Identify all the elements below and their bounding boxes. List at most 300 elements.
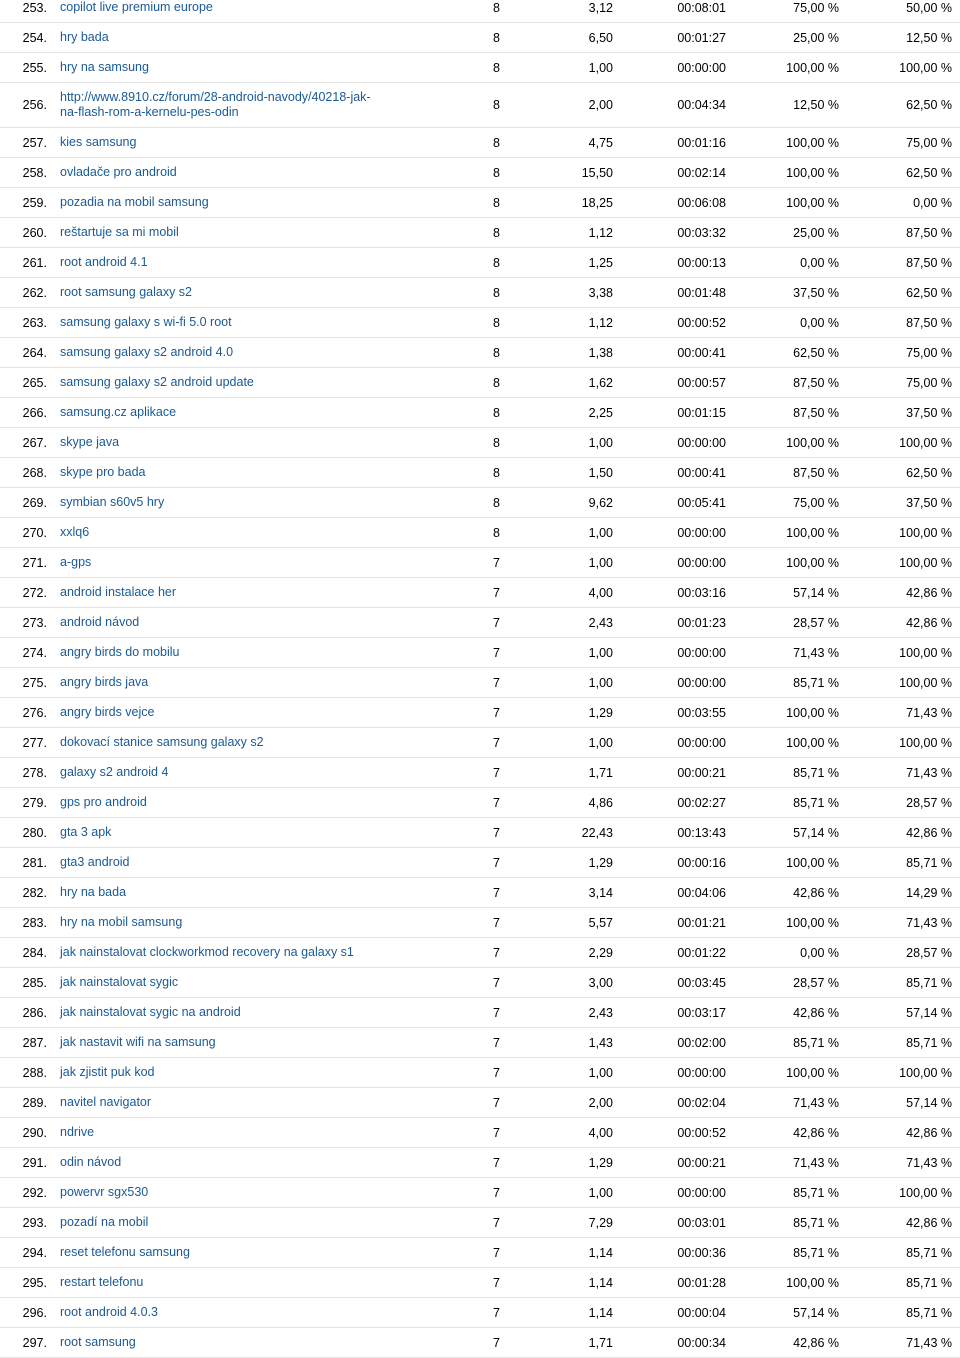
keyword-link-text[interactable]: angry birds do mobilu [60, 645, 180, 659]
keyword-link-text[interactable]: kies samsung [60, 135, 137, 149]
new-visits-cell-text: 87,50 % [793, 375, 839, 390]
pages-per-visit-cell [540, 1268, 613, 1297]
avg-duration-cell-text: 00:00:16 [677, 855, 726, 870]
keyword-link[interactable] [60, 188, 380, 217]
new-visits-cell-text: 75,00 % [793, 495, 839, 510]
bounce-rate-cell-text: 75,00 % [906, 375, 952, 390]
keyword-link-text[interactable]: odin návod [60, 1155, 122, 1169]
bounce-rate-cell-text: 62,50 % [906, 165, 952, 180]
keyword-link-text[interactable]: skype pro bada [60, 465, 146, 479]
pages-per-visit-cell [540, 83, 613, 127]
avg-duration-cell-text: 00:01:15 [677, 405, 726, 420]
table-row [0, 1058, 960, 1088]
keyword-link[interactable] [60, 788, 380, 817]
keyword-link-text[interactable]: xxlq6 [60, 525, 90, 539]
table-row [0, 548, 960, 578]
keyword-link-text[interactable]: hry bada [60, 30, 109, 44]
keyword-link[interactable] [60, 548, 380, 577]
visits-cell [480, 398, 500, 427]
keyword-link-text[interactable]: jak nainstalovat clockworkmod recovery na galaxy s1 [60, 945, 354, 959]
row-number [0, 1088, 47, 1117]
pages-per-visit-cell [540, 53, 613, 82]
keyword-link[interactable] [60, 1178, 380, 1207]
new-visits-cell [760, 1148, 839, 1177]
new-visits-cell [760, 23, 839, 52]
avg-duration-cell-text: 00:00:00 [677, 1185, 726, 1200]
new-visits-cell-text: 42,86 % [793, 1335, 839, 1350]
avg-duration-cell [650, 548, 726, 577]
avg-duration-cell [650, 308, 726, 337]
keyword-link-text[interactable]: hry na bada [60, 885, 127, 899]
pages-per-visit-cell-text: 4,75 [588, 135, 613, 150]
row-number-text: 263. [22, 315, 47, 330]
keyword-link-text[interactable]: angry birds vejce [60, 705, 155, 719]
new-visits-cell-text: 37,50 % [793, 285, 839, 300]
row-number [0, 1118, 47, 1147]
row-number-text: 273. [22, 615, 47, 630]
pages-per-visit-cell [540, 1088, 613, 1117]
keyword-link-text[interactable]: root android 4.1 [60, 255, 148, 269]
visits-cell-text: 8 [493, 525, 500, 540]
pages-per-visit-cell-text: 1,25 [588, 255, 613, 270]
keyword-link[interactable] [60, 308, 380, 337]
visits-cell [480, 488, 500, 517]
bounce-rate-cell-text: 71,43 % [906, 765, 952, 780]
table-row [0, 83, 960, 128]
pages-per-visit-cell-text: 4,00 [588, 585, 613, 600]
visits-cell [480, 788, 500, 817]
pages-per-visit-cell-text: 1,00 [588, 1065, 613, 1080]
avg-duration-cell-text: 00:04:34 [677, 98, 726, 112]
new-visits-cell [760, 668, 839, 697]
keyword-link-text[interactable]: dokovací stanice samsung galaxy s2 [60, 735, 264, 749]
pages-per-visit-cell-text: 1,12 [588, 315, 613, 330]
row-number-text: 276. [22, 705, 47, 720]
avg-duration-cell [650, 1118, 726, 1147]
pages-per-visit-cell [540, 608, 613, 637]
keyword-link[interactable] [60, 668, 380, 697]
new-visits-cell [760, 758, 839, 787]
new-visits-cell [760, 248, 839, 277]
table-row [0, 188, 960, 218]
row-number [0, 158, 47, 187]
new-visits-cell-text: 28,57 % [793, 975, 839, 990]
keyword-link[interactable] [60, 1268, 380, 1297]
visits-cell [480, 128, 500, 157]
keyword-link[interactable] [60, 1238, 380, 1267]
bounce-rate-cell [870, 128, 952, 157]
row-number-text: 258. [22, 165, 47, 180]
visits-cell-text: 8 [493, 435, 500, 450]
visits-cell-text: 7 [493, 1095, 500, 1110]
new-visits-cell [760, 158, 839, 187]
new-visits-cell-text: 25,00 % [793, 30, 839, 45]
keyword-link-text[interactable]: jak zjistit puk kod [60, 1065, 155, 1079]
new-visits-cell-text: 85,71 % [793, 1215, 839, 1230]
keyword-link-text[interactable]: pozadí na mobil [60, 1215, 149, 1229]
bounce-rate-cell-text: 85,71 % [906, 1275, 952, 1290]
avg-duration-cell [650, 428, 726, 457]
keyword-link-text[interactable]: ndrive [60, 1125, 95, 1139]
visits-cell-text: 7 [493, 945, 500, 960]
table-row [0, 368, 960, 398]
row-number [0, 488, 47, 517]
avg-duration-cell-text: 00:03:32 [677, 225, 726, 240]
table-row [0, 53, 960, 83]
row-number [0, 1328, 47, 1357]
row-number-text: 295. [22, 1275, 47, 1290]
new-visits-cell [760, 0, 839, 22]
new-visits-cell-text: 100,00 % [786, 165, 839, 180]
row-number [0, 0, 47, 22]
bounce-rate-cell-text: 37,50 % [906, 405, 952, 420]
new-visits-cell [760, 308, 839, 337]
bounce-rate-cell-text: 87,50 % [906, 255, 952, 270]
row-number-text: 260. [22, 225, 47, 240]
bounce-rate-cell [870, 428, 952, 457]
new-visits-cell-text: 71,43 % [793, 1095, 839, 1110]
table-row [0, 818, 960, 848]
keyword-link[interactable] [60, 278, 380, 307]
bounce-rate-cell [870, 1148, 952, 1177]
avg-duration-cell-text: 00:01:48 [677, 285, 726, 300]
bounce-rate-cell [870, 398, 952, 427]
pages-per-visit-cell [540, 968, 613, 997]
keyword-link-text[interactable]: samsung.cz aplikace [60, 405, 177, 419]
pages-per-visit-cell [540, 338, 613, 367]
new-visits-cell [760, 1118, 839, 1147]
row-number-text: 256. [22, 98, 47, 112]
avg-duration-cell [650, 23, 726, 52]
bounce-rate-cell-text: 37,50 % [906, 495, 952, 510]
keyword-link[interactable] [60, 968, 380, 997]
keyword-link[interactable] [60, 368, 380, 397]
pages-per-visit-cell-text: 4,00 [588, 1125, 613, 1140]
bounce-rate-cell [870, 848, 952, 877]
keyword-link[interactable] [60, 1028, 380, 1057]
keyword-link[interactable] [60, 848, 380, 877]
row-number-text: 261. [22, 255, 47, 270]
table-row [0, 128, 960, 158]
keyword-link-text[interactable]: jak nainstalovat sygic [60, 975, 179, 989]
keyword-link[interactable] [60, 53, 380, 82]
keyword-link[interactable] [60, 0, 380, 22]
bounce-rate-cell-text: 0,00 % [913, 195, 952, 210]
table-row [0, 908, 960, 938]
keyword-link-text[interactable]: android instalace her [60, 585, 177, 599]
avg-duration-cell [650, 83, 726, 127]
visits-cell [480, 1028, 500, 1057]
avg-duration-cell [650, 218, 726, 247]
keyword-link[interactable] [60, 578, 380, 607]
row-number [0, 368, 47, 397]
avg-duration-cell [650, 1238, 726, 1267]
pages-per-visit-cell [540, 698, 613, 727]
bounce-rate-cell-text: 71,43 % [906, 1155, 952, 1170]
keyword-link[interactable] [60, 1058, 380, 1087]
visits-cell [480, 968, 500, 997]
keyword-link[interactable] [60, 23, 380, 52]
keyword-link-text[interactable]: angry birds java [60, 675, 149, 689]
pages-per-visit-cell [540, 1178, 613, 1207]
new-visits-cell-text: 85,71 % [793, 795, 839, 810]
pages-per-visit-cell-text: 2,29 [588, 945, 613, 960]
keyword-link[interactable] [60, 488, 380, 517]
keyword-link[interactable] [60, 158, 380, 187]
new-visits-cell [760, 818, 839, 847]
pages-per-visit-cell [540, 518, 613, 547]
keyword-link-text[interactable]: root android 4.0.3 [60, 1305, 158, 1319]
avg-duration-cell [650, 518, 726, 547]
pages-per-visit-cell-text: 1,00 [588, 735, 613, 750]
row-number-text: 285. [22, 975, 47, 990]
keyword-link[interactable] [60, 518, 380, 547]
bounce-rate-cell-text: 50,00 % [906, 0, 952, 15]
pages-per-visit-cell-text: 1,00 [588, 555, 613, 570]
bounce-rate-cell-text: 62,50 % [906, 285, 952, 300]
visits-cell [480, 458, 500, 487]
keyword-link[interactable] [60, 818, 380, 847]
pages-per-visit-cell [540, 1298, 613, 1327]
row-number-text: 264. [22, 345, 47, 360]
visits-cell [480, 23, 500, 52]
pages-per-visit-cell [540, 278, 613, 307]
new-visits-cell-text: 85,71 % [793, 1245, 839, 1260]
visits-cell-text: 7 [493, 1275, 500, 1290]
visits-cell-text: 7 [493, 915, 500, 930]
keyword-link-text[interactable]: samsung galaxy s wi-fi 5.0 root [60, 315, 232, 329]
bounce-rate-cell [870, 788, 952, 817]
row-number [0, 1298, 47, 1327]
keyword-link-text[interactable]: samsung galaxy s2 android update [60, 375, 254, 389]
keyword-link-text[interactable]: hry na mobil samsung [60, 915, 183, 929]
visits-cell [480, 308, 500, 337]
keyword-link-text[interactable]: copilot live premium europe [60, 0, 213, 14]
pages-per-visit-cell-text: 18,25 [581, 195, 613, 210]
keyword-link[interactable] [60, 1208, 380, 1237]
row-number-text: 286. [22, 1005, 47, 1020]
keyword-link-text[interactable]: symbian s60v5 hry [60, 495, 165, 509]
avg-duration-cell [650, 998, 726, 1027]
bounce-rate-cell [870, 878, 952, 907]
keyword-link-text[interactable]: http://www.8910.cz/forum/28-android-navody/40218-jak-na-flash-rom-a-kernelu-pes-odin [60, 90, 371, 119]
visits-cell-text: 7 [493, 975, 500, 990]
visits-cell [480, 998, 500, 1027]
avg-duration-cell-text: 00:00:00 [677, 1065, 726, 1080]
bounce-rate-cell-text: 85,71 % [906, 855, 952, 870]
visits-cell-text: 7 [493, 555, 500, 570]
new-visits-cell-text: 57,14 % [793, 825, 839, 840]
pages-per-visit-cell-text: 2,00 [588, 1095, 613, 1110]
keyword-link[interactable] [60, 1298, 380, 1327]
pages-per-visit-cell [540, 1328, 613, 1357]
table-row [0, 1178, 960, 1208]
visits-cell-text: 7 [493, 855, 500, 870]
keyword-link-text[interactable]: a-gps [60, 555, 92, 569]
keyword-link[interactable] [60, 878, 380, 907]
keyword-link-text[interactable]: samsung galaxy s2 android 4.0 [60, 345, 234, 359]
keyword-link-text[interactable]: restart telefonu [60, 1275, 144, 1289]
new-visits-cell [760, 338, 839, 367]
bounce-rate-cell [870, 458, 952, 487]
keyword-link[interactable] [60, 758, 380, 787]
row-number [0, 1028, 47, 1057]
bounce-rate-cell [870, 1268, 952, 1297]
avg-duration-cell-text: 00:00:34 [677, 1335, 726, 1350]
row-number-text: 255. [22, 60, 47, 75]
avg-duration-cell-text: 00:00:00 [677, 60, 726, 75]
keyword-link-text[interactable]: gta3 android [60, 855, 130, 869]
keyword-link[interactable] [60, 458, 380, 487]
keyword-link[interactable] [60, 1148, 380, 1177]
keyword-link-text[interactable]: reštartuje sa mi mobil [60, 225, 179, 239]
keyword-link-text[interactable]: ovladače pro android [60, 165, 177, 179]
pages-per-visit-cell-text: 1,14 [588, 1245, 613, 1260]
row-number-text: 297. [22, 1335, 47, 1350]
avg-duration-cell [650, 1268, 726, 1297]
avg-duration-cell-text: 00:02:04 [677, 1095, 726, 1110]
visits-cell [480, 83, 500, 127]
keyword-link-text[interactable]: root samsung galaxy s2 [60, 285, 193, 299]
keyword-link-text[interactable]: galaxy s2 android 4 [60, 765, 169, 779]
visits-cell-text: 7 [493, 675, 500, 690]
keyword-link-text[interactable]: android návod [60, 615, 140, 629]
keyword-link[interactable] [60, 1088, 380, 1117]
table-row [0, 1088, 960, 1118]
keyword-link[interactable] [60, 338, 380, 367]
bounce-rate-cell [870, 188, 952, 217]
keyword-link-text[interactable]: gta 3 apk [60, 825, 112, 839]
pages-per-visit-cell-text: 1,29 [588, 1155, 613, 1170]
keyword-link[interactable] [60, 1118, 380, 1147]
new-visits-cell-text: 42,86 % [793, 1005, 839, 1020]
bounce-rate-cell [870, 1298, 952, 1327]
keyword-link[interactable] [60, 938, 380, 967]
keyword-link[interactable] [60, 248, 380, 277]
row-number-text: 292. [22, 1185, 47, 1200]
keyword-link-text[interactable]: root samsung [60, 1335, 136, 1349]
row-number-text: 262. [22, 285, 47, 300]
pages-per-visit-cell [540, 488, 613, 517]
new-visits-cell-text: 85,71 % [793, 1035, 839, 1050]
new-visits-cell-text: 85,71 % [793, 675, 839, 690]
visits-cell-text: 7 [493, 885, 500, 900]
visits-cell-text: 8 [493, 285, 500, 300]
bounce-rate-cell [870, 548, 952, 577]
keyword-link-text[interactable]: skype java [60, 435, 120, 449]
keyword-link-text[interactable]: reset telefonu samsung [60, 1245, 190, 1259]
pages-per-visit-cell-text: 2,43 [588, 615, 613, 630]
row-number-text: 269. [22, 495, 47, 510]
visits-cell-text: 8 [493, 0, 500, 15]
new-visits-cell-text: 12,50 % [793, 98, 839, 112]
row-number [0, 758, 47, 787]
avg-duration-cell-text: 00:01:28 [677, 1275, 726, 1290]
avg-duration-cell [650, 1028, 726, 1057]
table-row [0, 1028, 960, 1058]
row-number [0, 338, 47, 367]
keyword-link[interactable] [60, 998, 380, 1027]
avg-duration-cell [650, 938, 726, 967]
row-number-text: 293. [22, 1215, 47, 1230]
new-visits-cell-text: 100,00 % [786, 735, 839, 750]
table-row [0, 248, 960, 278]
bounce-rate-cell [870, 728, 952, 757]
keyword-link-text[interactable]: jak nastavit wifi na samsung [60, 1035, 216, 1049]
keyword-link-text[interactable]: gps pro android [60, 795, 147, 809]
pages-per-visit-cell-text: 1,14 [588, 1275, 613, 1290]
bounce-rate-cell [870, 1208, 952, 1237]
visits-cell [480, 218, 500, 247]
pages-per-visit-cell-text: 1,00 [588, 645, 613, 660]
avg-duration-cell [650, 758, 726, 787]
keyword-link-text[interactable]: powervr sgx530 [60, 1185, 149, 1199]
new-visits-cell-text: 85,71 % [793, 765, 839, 780]
visits-cell-text: 7 [493, 1155, 500, 1170]
avg-duration-cell [650, 1298, 726, 1327]
keyword-link-text[interactable]: pozadia na mobil samsung [60, 195, 209, 209]
table-row [0, 1238, 960, 1268]
row-number [0, 518, 47, 547]
table-row [0, 398, 960, 428]
table-row [0, 1298, 960, 1328]
row-number-text: 257. [22, 135, 47, 150]
keyword-link[interactable] [60, 608, 380, 637]
keyword-link[interactable] [60, 398, 380, 427]
avg-duration-cell-text: 00:00:00 [677, 735, 726, 750]
visits-cell-text: 7 [493, 1335, 500, 1350]
row-number [0, 878, 47, 907]
new-visits-cell-text: 100,00 % [786, 915, 839, 930]
keyword-link-text[interactable]: hry na samsung [60, 60, 149, 74]
pages-per-visit-cell [540, 218, 613, 247]
visits-cell [480, 908, 500, 937]
keyword-link[interactable] [60, 218, 380, 247]
row-number-text: 274. [22, 645, 47, 660]
visits-cell-text: 8 [493, 195, 500, 210]
keyword-link[interactable] [60, 128, 380, 157]
visits-cell [480, 1238, 500, 1267]
keyword-link[interactable] [60, 83, 380, 127]
table-row [0, 0, 960, 23]
new-visits-cell-text: 100,00 % [786, 135, 839, 150]
keyword-link-text[interactable]: navitel navigator [60, 1095, 152, 1109]
pages-per-visit-cell [540, 158, 613, 187]
pages-per-visit-cell-text: 3,38 [588, 285, 613, 300]
avg-duration-cell [650, 128, 726, 157]
new-visits-cell [760, 1088, 839, 1117]
keyword-link[interactable] [60, 428, 380, 457]
table-row [0, 728, 960, 758]
bounce-rate-cell [870, 1178, 952, 1207]
pages-per-visit-cell-text: 1,50 [588, 465, 613, 480]
new-visits-cell-text: 71,43 % [793, 645, 839, 660]
bounce-rate-cell [870, 248, 952, 277]
new-visits-cell [760, 278, 839, 307]
pages-per-visit-cell-text: 1,29 [588, 705, 613, 720]
keyword-link[interactable] [60, 728, 380, 757]
new-visits-cell-text: 0,00 % [800, 945, 839, 960]
visits-cell-text: 8 [493, 255, 500, 270]
keyword-link[interactable] [60, 638, 380, 667]
keyword-link[interactable] [60, 908, 380, 937]
visits-cell-text: 8 [493, 135, 500, 150]
keyword-link-text[interactable]: jak nainstalovat sygic na android [60, 1005, 241, 1019]
avg-duration-cell [650, 488, 726, 517]
keyword-link[interactable] [60, 1328, 380, 1357]
keyword-link[interactable] [60, 698, 380, 727]
pages-per-visit-cell [540, 998, 613, 1027]
